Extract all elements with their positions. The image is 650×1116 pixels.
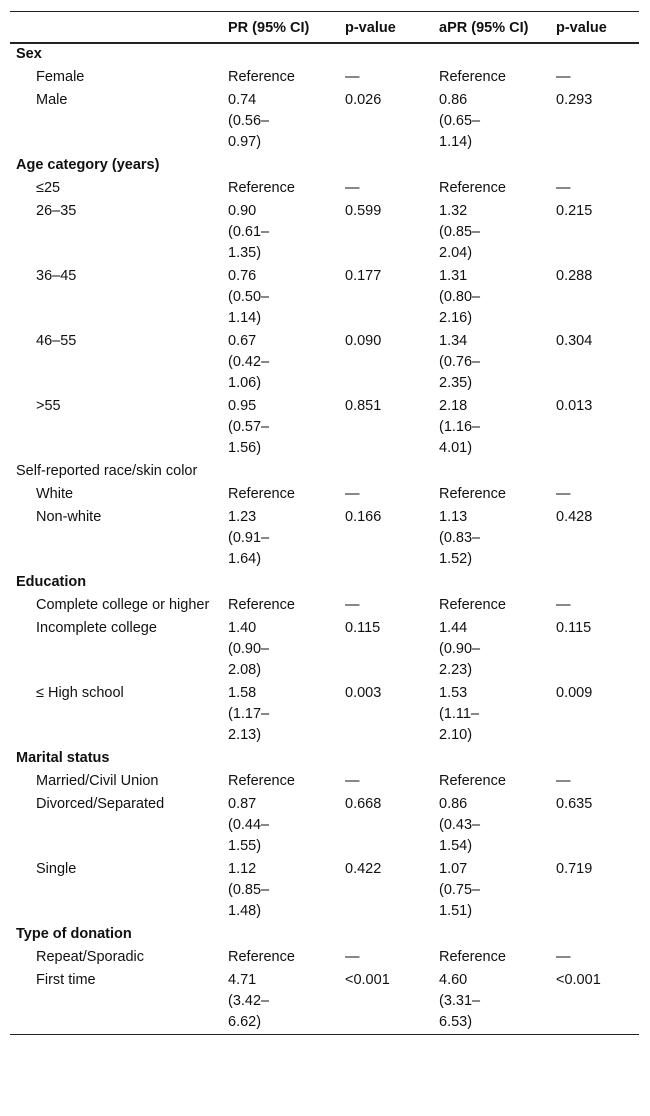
apr-cell-text: 1.07 (0.75–1.51) — [439, 861, 481, 919]
pr-cell-text: 4.71 (3.42–6.62) — [228, 972, 270, 1030]
pr-cell — [222, 177, 339, 200]
pr-cell-text: Reference — [228, 486, 295, 502]
pr-cell — [222, 946, 339, 969]
table-header — [10, 12, 639, 44]
apr-cell-text: 2.18 (1.16–4.01) — [439, 398, 481, 456]
section-label: Age category (years) — [16, 157, 160, 173]
table-row — [10, 265, 639, 330]
row-label: ≤25 — [36, 180, 61, 196]
table-row — [10, 483, 639, 506]
pr-cell — [222, 506, 339, 571]
section-row — [10, 43, 639, 66]
apr-cell-text: 4.60 (3.31–6.53) — [439, 972, 481, 1030]
pr-cell-text: Reference — [228, 949, 295, 965]
empty-cell — [339, 747, 433, 770]
header-variable — [10, 12, 222, 44]
apr-cell — [433, 770, 550, 793]
section-row — [10, 154, 639, 177]
row-label: Incomplete college — [36, 620, 157, 636]
section-row — [10, 460, 639, 483]
apr-cell-text: Reference — [439, 949, 506, 965]
empty-cell — [222, 43, 339, 66]
p-value-apr-cell: 0.115 — [556, 620, 592, 636]
table-row — [10, 177, 639, 200]
table-row — [10, 946, 639, 969]
row-label: Repeat/Sporadic — [36, 949, 145, 965]
row-label: >55 — [36, 398, 61, 414]
pr-cell-text: 0.76 (0.50–1.14) — [228, 268, 270, 326]
pr-cell — [222, 793, 339, 858]
p-value-apr-cell: — — [556, 486, 571, 502]
p-value-pr-cell: 0.115 — [345, 620, 381, 636]
pr-cell-text: 1.58 (1.17–2.13) — [228, 685, 270, 743]
row-label: 46–55 — [36, 333, 77, 349]
row-label: Male — [36, 92, 68, 108]
pr-cell-text: 0.95 (0.57–1.56) — [228, 398, 270, 456]
apr-cell — [433, 395, 550, 460]
pr-cell-text: 0.87 (0.44–1.55) — [228, 796, 270, 854]
apr-cell-text: 1.31 (0.80–2.16) — [439, 268, 481, 326]
header-row — [10, 12, 639, 44]
row-label: White — [36, 486, 74, 502]
apr-cell — [433, 617, 550, 682]
header-pr: PR (95% CI) — [222, 12, 339, 44]
apr-cell-text: Reference — [439, 773, 506, 789]
row-label: Married/Civil Union — [36, 773, 159, 789]
pr-cell-text: 0.67 (0.42–1.06) — [228, 333, 270, 391]
apr-cell-text: 1.44 (0.90–2.23) — [439, 620, 481, 678]
row-label: Divorced/Separated — [36, 796, 165, 812]
p-value-pr-cell: — — [345, 69, 360, 85]
p-value-pr-cell: 0.090 — [345, 333, 382, 349]
row-label: First time — [36, 972, 96, 988]
results-table — [10, 11, 639, 1035]
section-row — [10, 923, 639, 946]
table-row — [10, 200, 639, 265]
pr-cell — [222, 483, 339, 506]
p-value-pr-cell: 0.003 — [345, 685, 382, 701]
header-apr: aPR (95% CI) — [433, 12, 550, 44]
apr-cell — [433, 89, 550, 154]
p-value-pr-cell: 0.599 — [345, 203, 382, 219]
pr-cell-text: Reference — [228, 180, 295, 196]
empty-cell — [339, 923, 433, 946]
row-label: Female — [36, 69, 85, 85]
empty-cell — [222, 747, 339, 770]
table-row — [10, 89, 639, 154]
row-label: Non-white — [36, 509, 102, 525]
section-row — [10, 747, 639, 770]
apr-cell — [433, 200, 550, 265]
empty-cell — [339, 460, 433, 483]
p-value-apr-cell: 0.304 — [556, 333, 593, 349]
pr-cell — [222, 969, 339, 1035]
empty-cell — [550, 747, 639, 770]
apr-cell-text: 1.13 (0.83–1.52) — [439, 509, 481, 567]
p-value-apr-cell: 0.288 — [556, 268, 593, 284]
p-value-apr-cell: <0.001 — [556, 972, 601, 988]
row-label: 26–35 — [36, 203, 77, 219]
pr-cell-text: Reference — [228, 69, 295, 85]
table-row — [10, 594, 639, 617]
p-value-apr-cell: — — [556, 597, 571, 613]
pr-cell-text: Reference — [228, 597, 295, 613]
empty-cell — [222, 154, 339, 177]
pr-cell — [222, 594, 339, 617]
p-value-pr-cell: 0.177 — [345, 268, 382, 284]
empty-cell — [550, 571, 639, 594]
apr-cell-text: Reference — [439, 486, 506, 502]
apr-cell — [433, 265, 550, 330]
empty-cell — [339, 571, 433, 594]
empty-cell — [550, 460, 639, 483]
pr-cell-text: 1.40 (0.90–2.08) — [228, 620, 270, 678]
table-row — [10, 617, 639, 682]
table-row — [10, 793, 639, 858]
p-value-pr-cell: 0.166 — [345, 509, 382, 525]
table-row — [10, 330, 639, 395]
apr-cell-text: 1.34 (0.76–2.35) — [439, 333, 481, 391]
section-row — [10, 571, 639, 594]
apr-cell — [433, 682, 550, 747]
p-value-apr-cell: 0.293 — [556, 92, 593, 108]
pr-cell — [222, 682, 339, 747]
p-value-apr-cell: — — [556, 949, 571, 965]
empty-cell — [550, 154, 639, 177]
p-value-pr-cell: 0.026 — [345, 92, 382, 108]
empty-cell — [433, 154, 550, 177]
p-value-apr-cell: — — [556, 180, 571, 196]
p-value-apr-cell: 0.719 — [556, 861, 593, 877]
pr-cell — [222, 265, 339, 330]
section-label: Marital status — [16, 750, 110, 766]
pr-cell — [222, 66, 339, 89]
apr-cell-text: 1.53 (1.11–2.10) — [439, 685, 480, 743]
apr-cell — [433, 66, 550, 89]
pr-cell — [222, 395, 339, 460]
row-label: Complete college or higher — [36, 597, 210, 613]
p-value-pr-cell: — — [345, 773, 360, 789]
section-label: Sex — [16, 46, 42, 62]
table-row — [10, 969, 639, 1035]
p-value-pr-cell: <0.001 — [345, 972, 390, 988]
empty-cell — [550, 43, 639, 66]
header-p-value-apr: p-value — [550, 12, 639, 44]
row-label: ≤ High school — [36, 685, 124, 701]
empty-cell — [433, 571, 550, 594]
apr-cell-text: Reference — [439, 69, 506, 85]
pr-cell-text: 0.74 (0.56–0.97) — [228, 92, 270, 150]
apr-cell — [433, 969, 550, 1035]
table-row — [10, 66, 639, 89]
p-value-apr-cell: — — [556, 69, 571, 85]
pr-cell-text: Reference — [228, 773, 295, 789]
empty-cell — [550, 923, 639, 946]
empty-cell — [339, 43, 433, 66]
apr-cell — [433, 946, 550, 969]
p-value-apr-cell: 0.013 — [556, 398, 593, 414]
p-value-pr-cell: 0.422 — [345, 861, 382, 877]
pr-cell — [222, 858, 339, 923]
empty-cell — [339, 154, 433, 177]
apr-cell-text: 0.86 (0.43–1.54) — [439, 796, 481, 854]
pr-cell — [222, 89, 339, 154]
empty-cell — [433, 460, 550, 483]
apr-cell — [433, 330, 550, 395]
pr-cell — [222, 770, 339, 793]
pr-cell — [222, 330, 339, 395]
apr-cell — [433, 594, 550, 617]
p-value-pr-cell: 0.668 — [345, 796, 382, 812]
pr-cell — [222, 617, 339, 682]
pr-cell-text: 1.12 (0.85–1.48) — [228, 861, 270, 919]
table-body — [10, 43, 639, 1035]
p-value-pr-cell: 0.851 — [345, 398, 382, 414]
apr-cell — [433, 177, 550, 200]
section-label: Type of donation — [16, 926, 132, 942]
section-label: Self-reported race/skin color — [16, 463, 198, 479]
apr-cell — [433, 483, 550, 506]
table-row — [10, 506, 639, 571]
row-label: 36–45 — [36, 268, 77, 284]
empty-cell — [433, 43, 550, 66]
apr-cell — [433, 506, 550, 571]
pr-cell — [222, 200, 339, 265]
p-value-pr-cell: — — [345, 949, 360, 965]
p-value-apr-cell: 0.009 — [556, 685, 593, 701]
table-row — [10, 770, 639, 793]
pr-cell-text: 0.90 (0.61–1.35) — [228, 203, 270, 261]
p-value-apr-cell: 0.428 — [556, 509, 593, 525]
p-value-apr-cell: — — [556, 773, 571, 789]
p-value-apr-cell: 0.215 — [556, 203, 593, 219]
header-p-value-pr: p-value — [339, 12, 433, 44]
empty-cell — [433, 747, 550, 770]
table-row — [10, 682, 639, 747]
empty-cell — [222, 571, 339, 594]
apr-cell-text: 0.86 (0.65–1.14) — [439, 92, 481, 150]
table-row — [10, 858, 639, 923]
table-row — [10, 395, 639, 460]
section-label: Education — [16, 574, 87, 590]
p-value-pr-cell: — — [345, 180, 360, 196]
pr-cell-text: 1.23 (0.91–1.64) — [228, 509, 270, 567]
empty-cell — [222, 923, 339, 946]
apr-cell-text: 1.32 (0.85–2.04) — [439, 203, 481, 261]
row-label: Single — [36, 861, 77, 877]
p-value-apr-cell: 0.635 — [556, 796, 593, 812]
apr-cell-text: Reference — [439, 597, 506, 613]
apr-cell-text: Reference — [439, 180, 506, 196]
empty-cell — [433, 923, 550, 946]
empty-cell — [222, 460, 339, 483]
p-value-pr-cell: — — [345, 597, 360, 613]
apr-cell — [433, 858, 550, 923]
apr-cell — [433, 793, 550, 858]
p-value-pr-cell: — — [345, 486, 360, 502]
